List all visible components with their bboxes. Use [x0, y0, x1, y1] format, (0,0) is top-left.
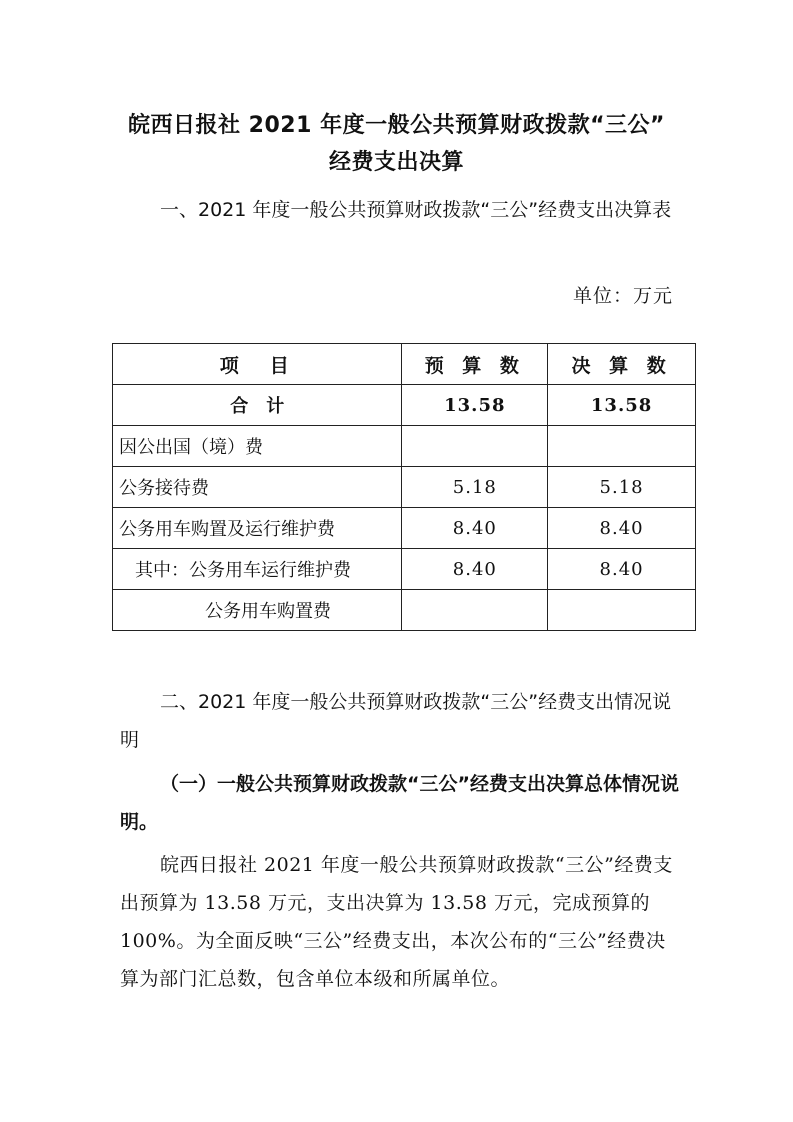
- row-label: 合 计: [113, 385, 402, 426]
- table-row: [113, 549, 696, 590]
- row-actual-value: 5.18: [548, 467, 696, 508]
- row-budget-value: [402, 590, 548, 631]
- row-actual-value: [548, 590, 696, 631]
- expenditure-table: [112, 343, 696, 631]
- row-label: 因公出国（境）费: [113, 426, 402, 467]
- header-budget: 预 算 数: [402, 344, 548, 385]
- document-title-line-1: 皖西日报社 2021 年度一般公共预算财政拨款“三公”: [128, 113, 665, 138]
- row-actual-value: 8.40: [548, 549, 696, 590]
- row-label: 公务用车购置费: [113, 590, 402, 631]
- row-actual-value: 13.58: [548, 385, 696, 426]
- section-2-subheading: （一）一般公共预算财政拨款“三公”经费支出决算总体情况说明。: [120, 773, 679, 833]
- row-label: 公务接待费: [113, 467, 402, 508]
- section-2-heading: 二、2021 年度一般公共预算财政拨款“三公”经费支出情况说明: [120, 691, 672, 751]
- unit-label: 单位：万元: [572, 285, 673, 307]
- row-budget-value: 8.40: [402, 508, 548, 549]
- row-budget-value: [402, 426, 548, 467]
- table-row: [113, 426, 696, 467]
- table-row: [113, 590, 696, 631]
- table-row: [113, 508, 696, 549]
- header-actual: 决 算 数: [548, 344, 696, 385]
- row-label: 其中：公务用车运行维护费: [113, 549, 402, 590]
- row-actual-value: [548, 426, 696, 467]
- row-budget-value: 5.18: [402, 467, 548, 508]
- row-actual-value: 8.40: [548, 508, 696, 549]
- table-row: [113, 467, 696, 508]
- table-header-row: [113, 344, 696, 385]
- document-title-line-2: 经费支出决算: [328, 150, 464, 175]
- section-1-heading: 一、2021 年度一般公共预算财政拨款“三公”经费支出决算表: [160, 199, 672, 221]
- section-2-body: 皖西日报社 2021 年度一般公共预算财政拨款“三公”经费支出预算为 13.58 万元，支出决算为 13.58 万元，完成预算的 100%。为全面反映“三公”经费支出，本次公布的“三公”经费决算为部门汇总数，包含单位本级和所属单位。: [120, 854, 673, 990]
- row-label: 公务用车购置及运行维护费: [113, 508, 402, 549]
- row-budget-value: 13.58: [402, 385, 548, 426]
- table-row-total: [113, 385, 696, 426]
- row-budget-value: 8.40: [402, 549, 548, 590]
- header-item: 项 目: [113, 344, 402, 385]
